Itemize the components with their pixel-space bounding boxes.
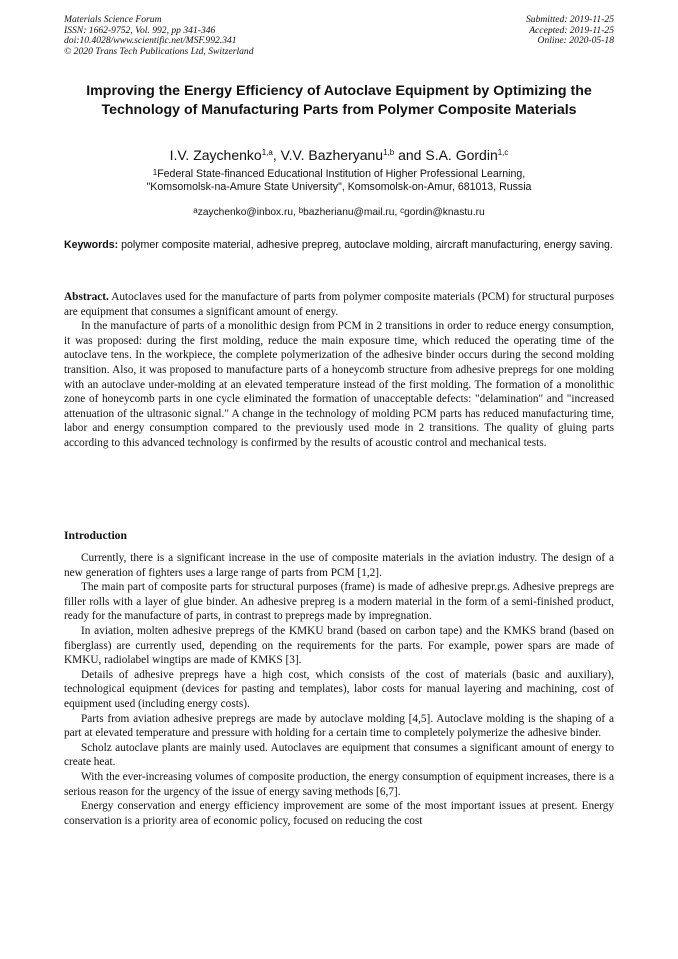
email-address[interactable]: bazherianu@mail.ru xyxy=(303,207,395,218)
body-paragraph: Details of adhesive prepregs have a high cost, which consists of the cost of materials (basic and auxiliary), technological equipment (devices for pasting and templates), labor costs for manual layering and machining, cost of equipment used (including energy costs). xyxy=(64,668,614,710)
abstract-paragraph xyxy=(64,290,614,319)
affiliation xyxy=(64,168,614,194)
paper-title: Improving the Energy Efficiency of Autoclave Equipment by Optimizing the Technology of Manufacturing Parts from Polymer Composite Materials xyxy=(86,83,592,118)
body-paragraph: Currently, there is a significant increase in the use of composite materials in the aviation industry. The design of a new generation of fighters uses a large range of parts from PCM [1,2]. xyxy=(64,552,614,579)
body-paragraph: Parts from aviation adhesive prepregs are made by autoclave molding [4,5]. Autoclave molding is the shaping of a part at elevated temperature and pressure with holding for a certain time to completely polymerize the adhesive binder. xyxy=(64,712,614,740)
body-paragraph: Scholz autoclave plants are mainly used. Autoclaves are equipment that consumes a significant amount of energy to create heat. xyxy=(64,741,614,769)
email-separator: , xyxy=(394,207,401,218)
author-name: S.A. Gordin xyxy=(425,147,498,163)
author-superscript: 1,b xyxy=(383,148,395,157)
abstract-label: Abstract. xyxy=(64,291,109,303)
email-superscript: a xyxy=(193,206,198,215)
author-separator: , xyxy=(272,147,281,163)
keywords-label: Keywords: xyxy=(64,239,119,251)
affiliation-text: Federal State-financed Educational Institution of Higher Professional Learning, xyxy=(157,168,526,180)
introduction-body xyxy=(64,551,614,828)
author-superscript: 1,c xyxy=(497,148,509,157)
dates-header xyxy=(526,15,614,47)
copyright: © 2020 Trans Tech Publications Ltd, Switzerland xyxy=(64,45,254,57)
email-address[interactable]: zaychenko@inbox.ru xyxy=(197,207,294,218)
abstract-first-text: Autoclaves used for the manufacture of parts from polymer composite materials (PCM) for structural purposes are equipment that consumes a significant amount of energy. xyxy=(64,291,614,318)
section-heading: Introduction xyxy=(64,529,127,542)
body-paragraph: Energy conservation and energy efficiency improvement are some of the most important issues at present. Energy conservation is a priority area of economic policy, focused on reducing the cost xyxy=(64,800,614,827)
submitted-date: Submitted: 2019-11-25 xyxy=(525,14,614,25)
affiliation-line-2: "Komsomolsk-na-Amure State University", Komsomolsk-on-Amur, 681013, Russia xyxy=(146,181,532,194)
journal-issn: ISSN: 1662-9752, Vol. 992, pp 341-346 xyxy=(64,24,216,36)
author-superscript: 1,a xyxy=(261,148,273,157)
author-separator: and xyxy=(394,147,426,163)
journal-name: Materials Science Forum xyxy=(64,14,162,25)
abstract xyxy=(64,290,614,451)
journal-doi[interactable]: doi:10.4028/www.scientific.net/MSF.992.341 xyxy=(64,35,237,47)
affiliation-line-1 xyxy=(64,168,614,181)
author-name: I.V. Zaychenko xyxy=(169,147,262,163)
body-paragraph: In aviation, molten adhesive prepregs of the KMKU brand (based on carbon tape) and the KMKS brand (based on fiberglass) are currently used, depending on the requirements for the parts. For example, power spars are made of KMKU, radiolabel wingtips are made of KMKS [3]. xyxy=(64,624,614,667)
body-paragraph: The main part of composite parts for structural purposes (frame) is made of adhesive prepr.gs. Adhesive prepregs are filler rolls with a layer of glue binder. An adhesive prepreg is a modern material in the form of a semi-finished product, ready for the manufacture of parts, in contrast to prepregs made by impregnation. xyxy=(64,581,614,623)
abstract-paragraph: In the manufacture of parts of a monolithic design from PCM in 2 transitions in order to reduce energy consumption, it was proposed: during the first molding, reduce the main exposure time, which reduced the operating time of the autoclave tens. In the workpiece, the complete polymerization of the adhesive binder occurs during the second molding transition. Also, it was proposed to manufacture parts of a honeycomb structure from adhesive prepregs for one molding with an autoclave under-molding at an elevated temperature instead of the first molding. The formation of a monolithic zone of honeycomb parts in one cycle eliminated the formation of unacceptable defects: "delamination" and "increased attenuation of the ultrasonic signal." A change in the technology of molding PCM parts has reduced manufacturing time, labor and energy consumption compared to the previously used mode in 2 transitions. The quality of gluing parts according to this advanced technology is confirmed by the results of acoustic control and mechanical tests. xyxy=(64,320,614,449)
keywords xyxy=(64,239,614,252)
body-paragraph: With the ever-increasing volumes of composite production, the energy consumption of equipment increases, there is a serious reason for the urgency of the issue of energy saving methods [6,7]. xyxy=(64,770,614,798)
keywords-text: polymer composite material, adhesive prepreg, autoclave molding, aircraft manufacturing, energy saving. xyxy=(118,239,613,251)
accepted-date: Accepted: 2019-11-25 xyxy=(529,24,614,36)
author-list xyxy=(64,146,614,164)
online-date: Online: 2020-05-18 xyxy=(537,35,614,47)
email-separator: , xyxy=(293,207,299,218)
email-superscript: c xyxy=(400,206,405,215)
journal-header xyxy=(64,15,254,57)
email-superscript: b xyxy=(298,206,304,215)
affiliation-superscript: 1 xyxy=(152,168,158,177)
email-list xyxy=(64,206,614,219)
email-address[interactable]: gordin@knastu.ru xyxy=(404,207,485,218)
author-name: V.V. Bazheryanu xyxy=(280,147,384,163)
